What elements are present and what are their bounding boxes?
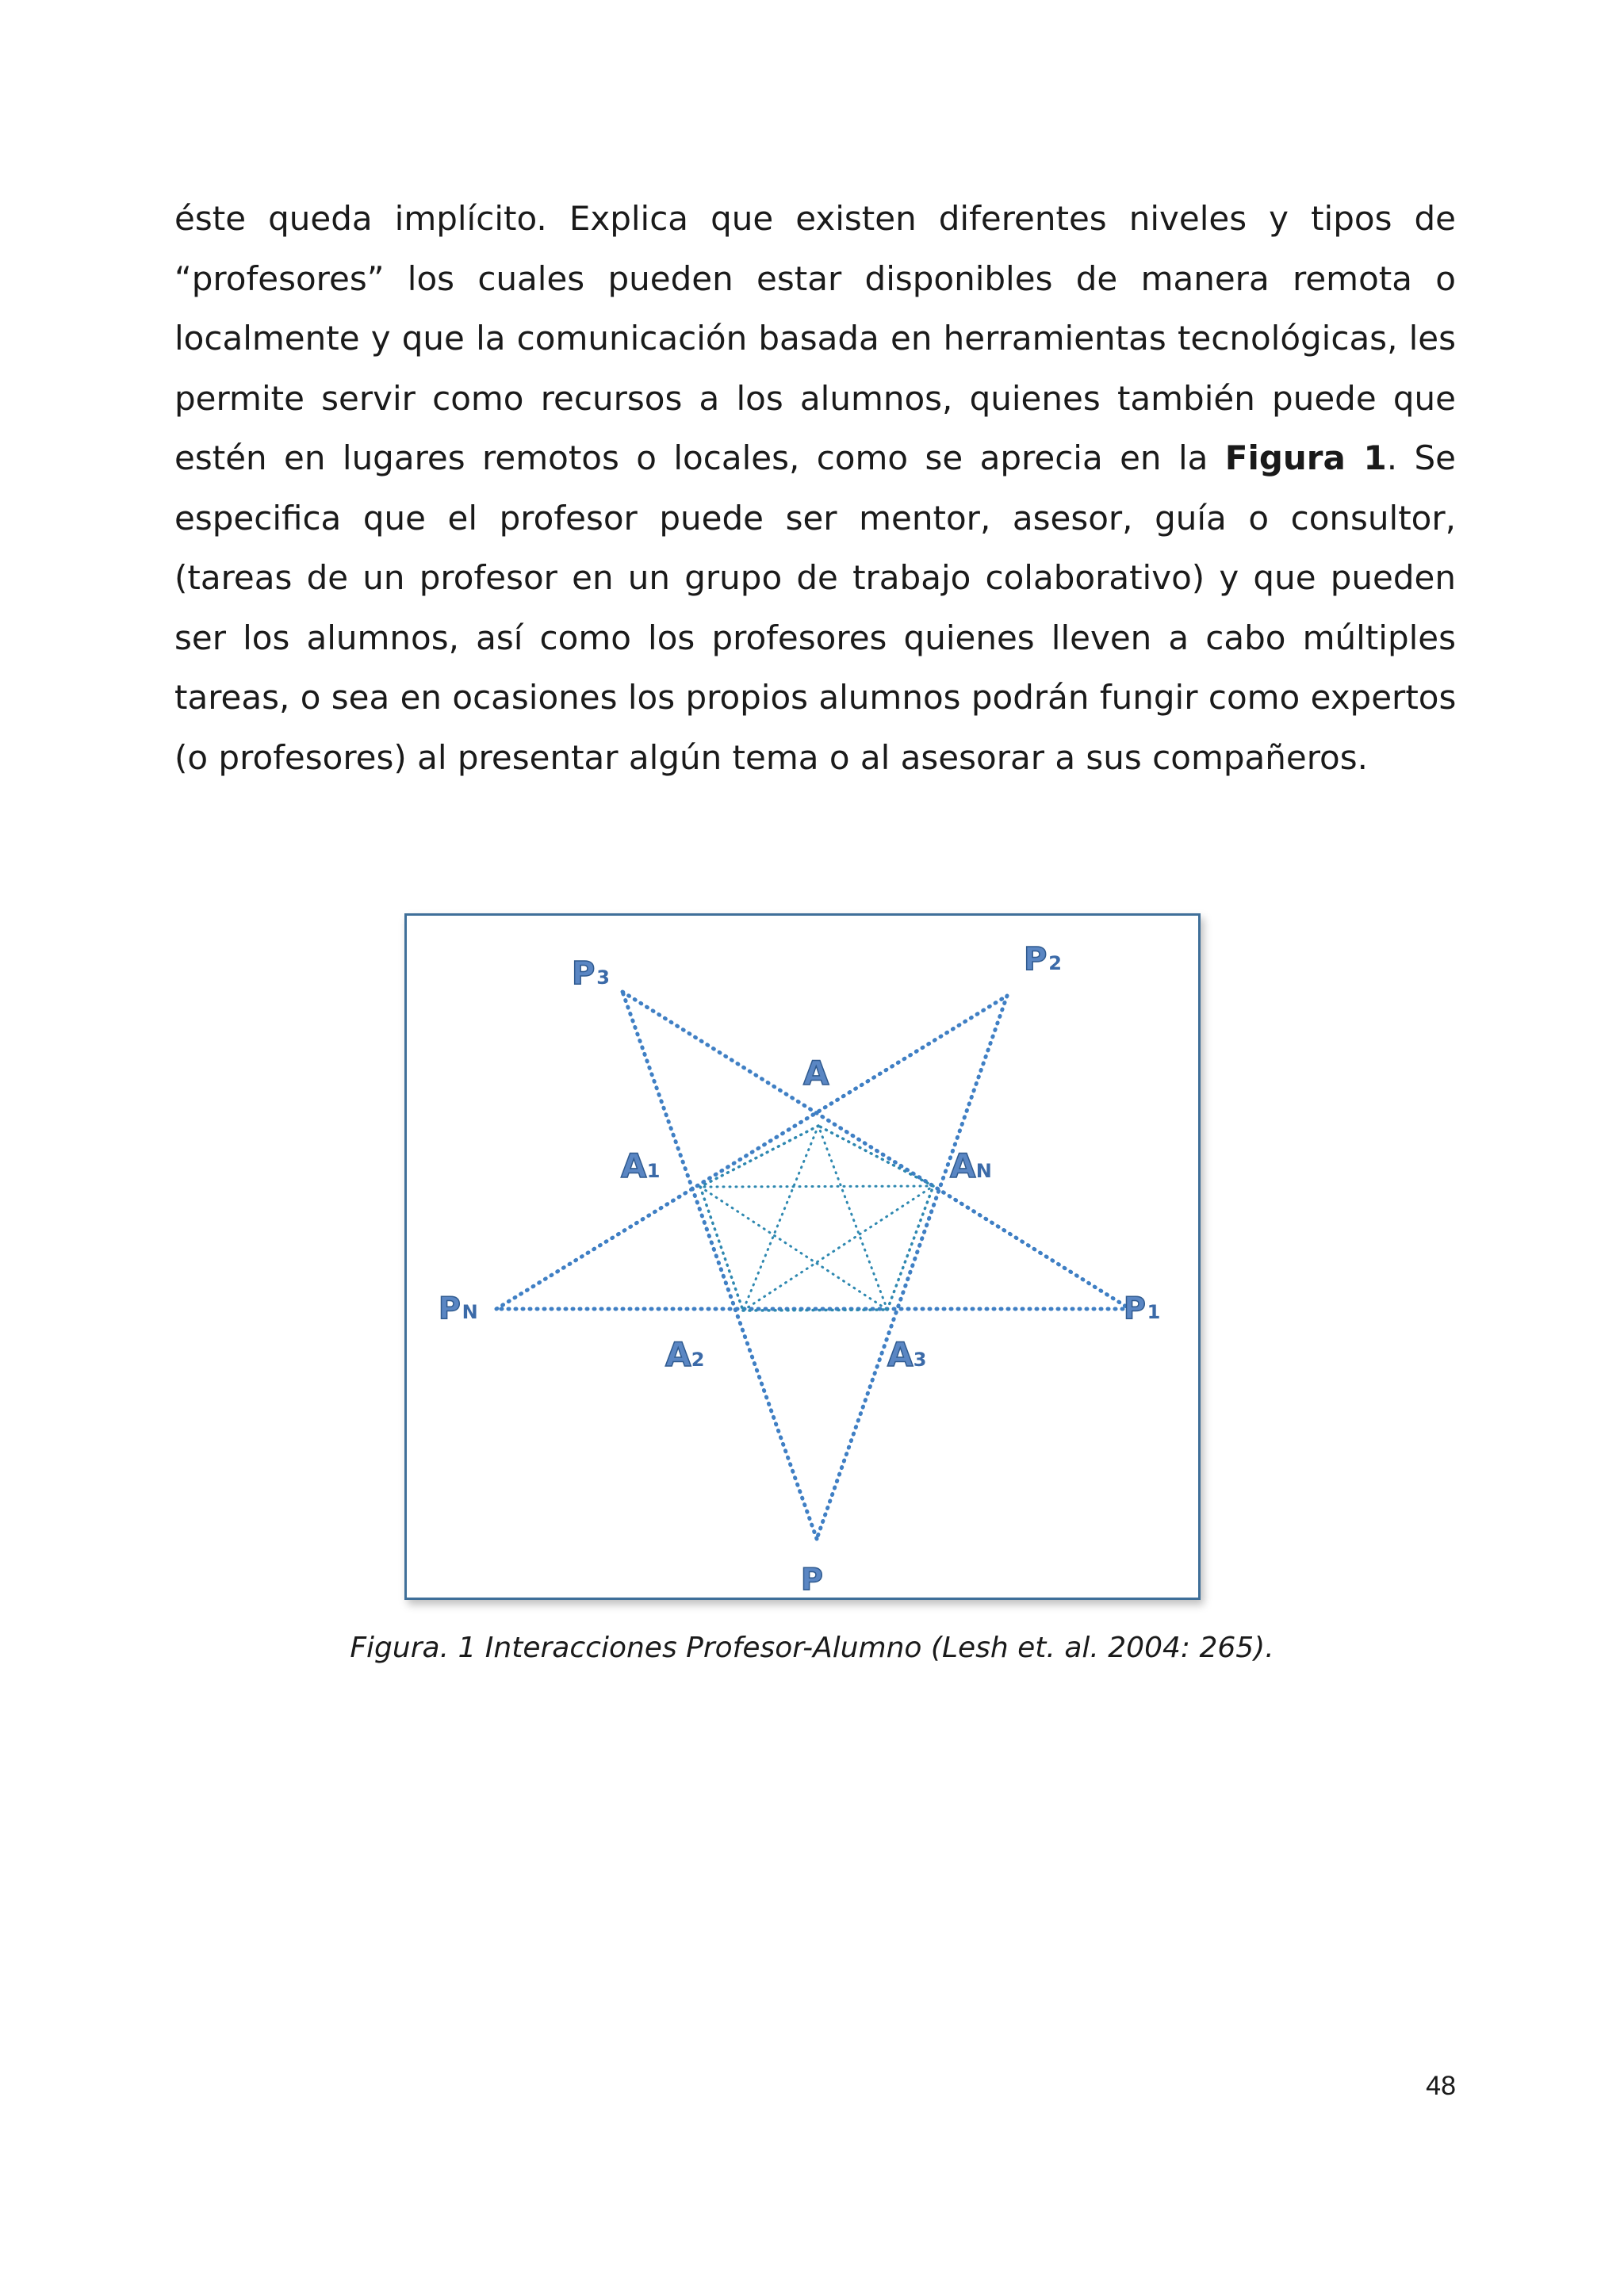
node-subscript: 3 [596, 966, 610, 989]
node-letter: P [439, 1291, 461, 1326]
text-segment: . Se [1386, 438, 1456, 477]
node-letter: A [887, 1335, 914, 1374]
node-label-p2 [1024, 941, 1062, 978]
node-label-a3 [887, 1335, 926, 1374]
node-letter: A [665, 1335, 691, 1374]
node-letter: A [621, 1146, 647, 1185]
figure-interactions-diagram [404, 913, 1201, 1600]
text-line: permite servir como recursos a los alumnos, quienes también puede que [174, 378, 1456, 418]
inner-pentagon-line [700, 1126, 818, 1187]
text-line: tareas, o sea en ocasiones los propios alumnos podrán fungir como expertos [174, 678, 1457, 717]
body-paragraph-1 [174, 189, 1456, 787]
page-number: 48 [1426, 2071, 1456, 2101]
text-line: (o profesores) al presentar algún tema o al asesorar a sus compañeros. [174, 737, 1368, 777]
outer-connection-line [496, 996, 1007, 1309]
node-label-p1 [1124, 1291, 1160, 1326]
node-subscript: 2 [691, 1349, 705, 1371]
node-label-p3 [572, 955, 610, 992]
inner-pentagon-line [700, 1187, 743, 1311]
outer-connection-line [817, 996, 1007, 1539]
text-line: ser los alumnos, así como los profesores quienes lleven a cabo múltiples [174, 618, 1456, 657]
inner-pentagon-line [887, 1186, 933, 1310]
node-letter: P [572, 955, 596, 992]
node-subscript: 3 [913, 1349, 927, 1371]
node-subscript: N [462, 1301, 478, 1323]
node-label-a [803, 1054, 829, 1093]
figure-reference: Figura 1 [1224, 438, 1387, 477]
text-line: (tareas de un profesor en un grupo de trabajo colaborativo) y que pueden [174, 558, 1456, 597]
node-letter: P [1124, 1291, 1146, 1326]
text-line [174, 428, 1456, 488]
outer-connection-line [622, 992, 1130, 1309]
outer-connection-line [622, 992, 817, 1539]
text-line: éste queda implícito. Explica que existen diferentes niveles y tipos de [174, 199, 1456, 238]
text-line: “profesores” los cuales pueden estar disponibles de manera remota o [174, 258, 1456, 298]
node-label-a1 [621, 1146, 660, 1185]
node-subscript: N [975, 1160, 992, 1182]
node-letter: P [1024, 941, 1048, 978]
star-diagram [407, 916, 1198, 1598]
node-subscript: 1 [646, 1160, 661, 1182]
node-letter: P [801, 1562, 823, 1597]
inner-pentagon-line [818, 1126, 933, 1186]
figure-caption: Figura. 1 Interacciones Profesor-Alumno (Lesh et. al. 2004: 265). [350, 1632, 1274, 1664]
node-label-a2 [665, 1335, 704, 1374]
node-label-p [801, 1562, 823, 1597]
node-label-pn [439, 1291, 478, 1326]
inner-star-line [743, 1126, 818, 1311]
node-label-an [950, 1146, 992, 1185]
inner-star-line [700, 1186, 933, 1187]
inner-star-line [818, 1126, 887, 1310]
node-letter: A [950, 1146, 976, 1185]
text-line: localmente y que la comunicación basada en herramientas tecnológicas, les [174, 319, 1456, 358]
text-segment: estén en lugares remotos o locales, como se aprecia en la [174, 438, 1225, 477]
text-line: especifica que el profesor puede ser mentor, asesor, guía o consultor, [174, 498, 1456, 538]
node-letter: A [803, 1054, 829, 1093]
node-subscript: 2 [1048, 952, 1062, 974]
node-subscript: 1 [1147, 1301, 1161, 1323]
